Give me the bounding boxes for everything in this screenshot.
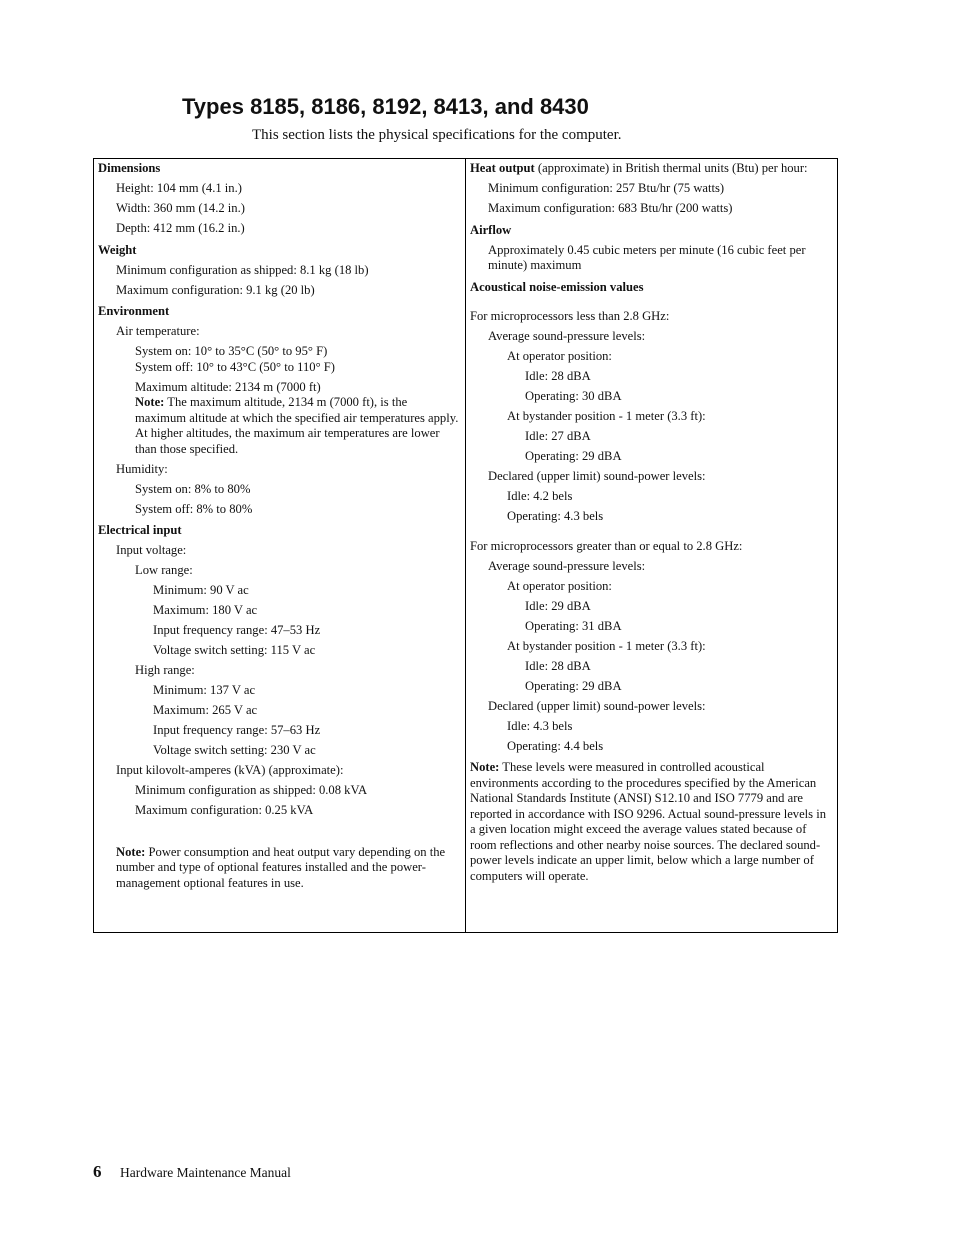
- acoustic-ge-bystander-idle: Idle: 28 dBA: [525, 658, 591, 673]
- acoustic-ge-operator-operating: Operating: 31 dBA: [525, 618, 622, 633]
- altitude-note-label: Note:: [135, 395, 165, 409]
- page-title: Types 8185, 8186, 8192, 8413, and 8430: [182, 94, 589, 119]
- intro-text: This section lists the physical specifications for the computer.: [252, 127, 622, 143]
- power-note-label: Note:: [116, 844, 146, 859]
- low-range-switch: Voltage switch setting: 115 V ac: [153, 643, 316, 657]
- low-range-frequency: Input frequency range: 47–53 Hz: [153, 623, 321, 637]
- acoustic-lt-avg: Average sound-pressure levels:: [488, 329, 646, 343]
- page-footer: [93, 1162, 291, 1182]
- acoustic-ge-bystander-operating: Operating: 29 dBA: [525, 678, 622, 693]
- acoustic-lt-declared-idle: Idle: 4.2 bels: [507, 489, 573, 503]
- acoustic-lt-declared-operating: Operating: 4.3 bels: [507, 509, 604, 523]
- specifications-table: [93, 158, 838, 933]
- high-range-max: Maximum: 265 V ac: [153, 703, 258, 717]
- air-temperature-label: Air temperature:: [116, 324, 200, 338]
- max-altitude: Maximum altitude: 2134 m (7000 ft): [135, 379, 321, 394]
- heat-output-max: Maximum configuration: 683 Btu/hr (200 watts): [488, 201, 733, 215]
- heat-output-heading-rest: (approximate) in British thermal units (Btu) per hour:: [537, 161, 808, 175]
- electrical-heading: Electrical input: [98, 523, 182, 537]
- acoustic-ge-declared-operating: Operating: 4.4 bels: [507, 738, 604, 753]
- weight-heading: Weight: [98, 242, 137, 257]
- air-temp-system-off: System off: 10° to 43°C (50° to 110° F): [135, 359, 335, 374]
- acoustic-lt-bystander: At bystander position - 1 meter (3.3 ft):: [507, 409, 706, 423]
- acoustic-ge-intro: For microprocessors greater than or equal to 2.8 GHz:: [470, 538, 743, 553]
- low-range-label: Low range:: [135, 563, 193, 577]
- acoustic-ge-operator-idle: Idle: 29 dBA: [525, 598, 591, 613]
- high-range-frequency: Input frequency range: 57–63 Hz: [153, 723, 321, 737]
- kva-max: Maximum configuration: 0.25 kVA: [135, 803, 314, 817]
- power-note: [98, 845, 461, 892]
- acoustic-lt-bystander-idle: Idle: 27 dBA: [525, 429, 591, 443]
- acoustic-ge-bystander: At bystander position - 1 meter (3.3 ft):: [507, 638, 706, 653]
- right-column: [466, 159, 837, 932]
- dimensions-depth: Depth: 412 mm (16.2 in.): [116, 221, 245, 235]
- low-range-min: Minimum: 90 V ac: [153, 583, 249, 597]
- dimensions-width: Width: 360 mm (14.2 in.): [116, 201, 245, 215]
- airflow-text: Approximately 0.45 cubic meters per minute (16 cubic feet per minute) maximum: [488, 242, 806, 272]
- weight-max: Maximum configuration: 9.1 kg (20 lb): [116, 282, 315, 297]
- acoustic-ge-avg: Average sound-pressure levels:: [488, 558, 646, 573]
- high-range-switch: Voltage switch setting: 230 V ac: [153, 743, 316, 757]
- low-range-max: Maximum: 180 V ac: [153, 603, 258, 617]
- acoustic-lt-operator: At operator position:: [507, 349, 612, 363]
- altitude-note: [98, 395, 461, 457]
- acoustic-lt-operator-operating: Operating: 30 dBA: [525, 389, 622, 403]
- heat-output-min: Minimum configuration: 257 Btu/hr (75 watts): [488, 181, 725, 195]
- acoustic-note: [470, 760, 833, 884]
- acoustic-ge-operator: At operator position:: [507, 578, 612, 593]
- acoustic-ge-declared-idle: Idle: 4.3 bels: [507, 718, 573, 733]
- left-column: [94, 159, 466, 932]
- acoustic-ge-declared: Declared (upper limit) sound-power levels:: [488, 698, 706, 713]
- acoustic-lt-intro: For microprocessors less than 2.8 GHz:: [470, 309, 670, 323]
- air-temp-system-on: System on: 10° to 35°C (50° to 95° F): [135, 344, 328, 358]
- environment-heading: Environment: [98, 304, 170, 318]
- acoustic-lt-bystander-operating: Operating: 29 dBA: [525, 449, 622, 463]
- acoustic-note-label: Note:: [470, 760, 500, 774]
- dimensions-height: Height: 104 mm (4.1 in.): [116, 181, 242, 195]
- heat-output-heading: Heat output: [470, 161, 535, 175]
- page-number: 6: [93, 1162, 102, 1181]
- high-range-label: High range:: [135, 663, 195, 677]
- humidity-system-on: System on: 8% to 80%: [135, 481, 251, 496]
- acoustic-lt-declared: Declared (upper limit) sound-power levels:: [488, 469, 706, 483]
- input-voltage-label: Input voltage:: [116, 543, 187, 557]
- kva-min: Minimum configuration as shipped: 0.08 kVA: [135, 783, 368, 797]
- manual-title: Hardware Maintenance Manual: [120, 1165, 291, 1180]
- heat-output: [470, 161, 833, 177]
- high-range-min: Minimum: 137 V ac: [153, 683, 256, 697]
- weight-min: Minimum configuration as shipped: 8.1 kg (18 lb): [116, 262, 369, 277]
- altitude-note-text: The maximum altitude, 2134 m (7000 ft), is the maximum altitude at which the specified air temperatures apply. At higher altitudes, the maximum air temperatures are lower than those specified.: [135, 395, 459, 456]
- acoustic-lt-operator-idle: Idle: 28 dBA: [525, 369, 591, 383]
- acoustic-note-text: These levels were measured in controlled acoustical environments according to the procedures specified by the American National Standards Institute (ANSI) S12.10 and ISO 7779 and are reported in accordance with ISO 9296. Actual sound-pressure levels in a given location might exceed the average values stated because of room reflections and other nearby noise sources. The declared sound-power levels indicate an upper limit, below which a large number of computers will operate.: [470, 760, 827, 883]
- acoustic-heading: Acoustical noise-emission values: [470, 279, 644, 294]
- humidity-label: Humidity:: [116, 461, 168, 476]
- kva-label: Input kilovolt-amperes (kVA) (approximate):: [116, 763, 344, 777]
- humidity-system-off: System off: 8% to 80%: [135, 501, 253, 516]
- dimensions-heading: Dimensions: [98, 161, 161, 175]
- airflow-heading: Airflow: [470, 222, 512, 237]
- power-note-text: Power consumption and heat output vary depending on the number and type of optional features installed and the power-management optional features in use.: [116, 844, 446, 890]
